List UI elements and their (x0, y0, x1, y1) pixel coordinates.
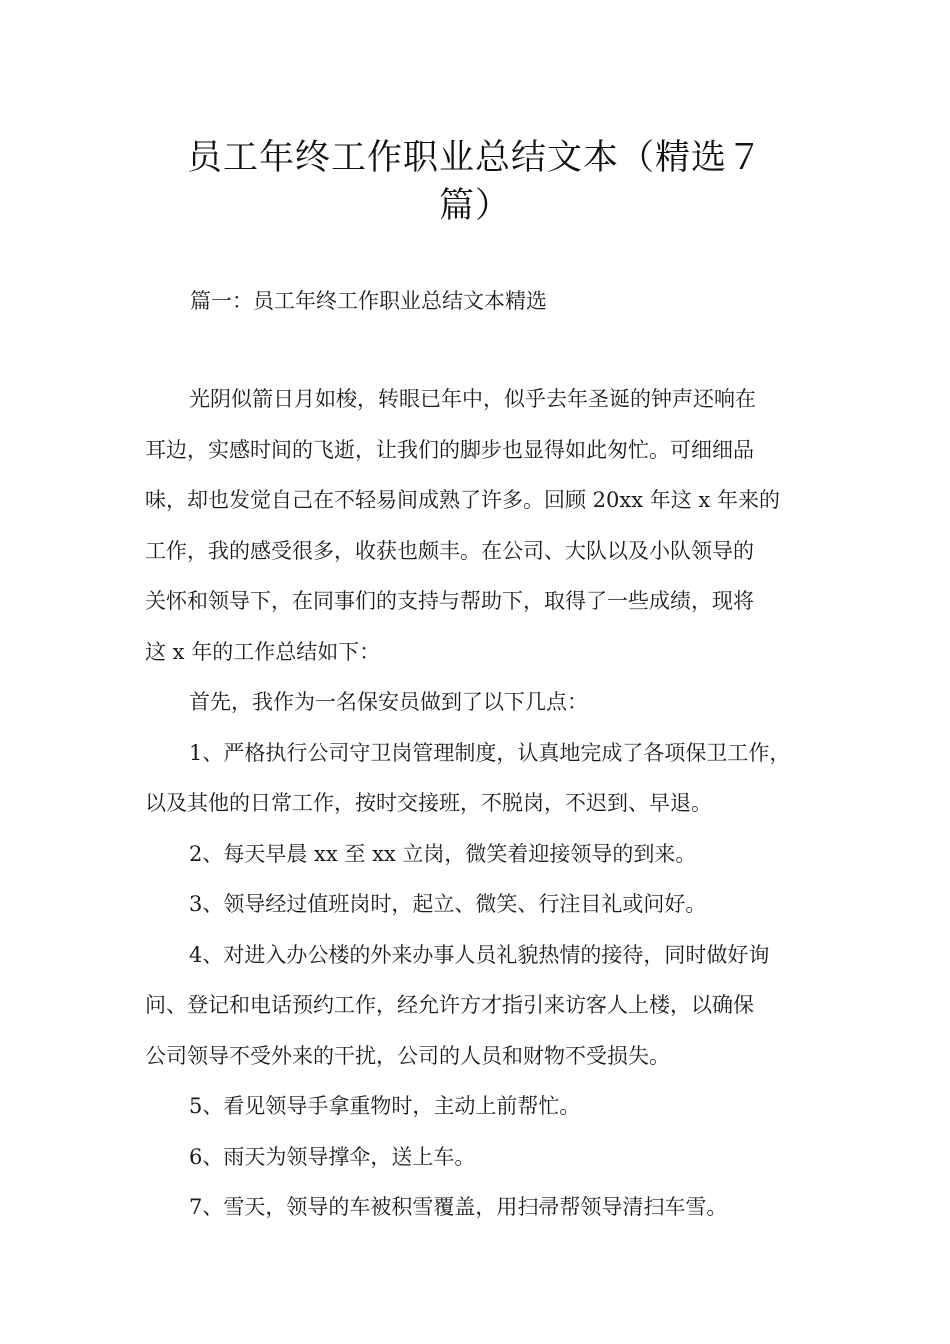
list-item-line: 3、领导经过值班岗时，起立、微笑、行注目礼或问好。 (189, 892, 707, 916)
paragraph-line: 这 x 年的工作总结如下： (145, 639, 381, 664)
list-item-line: 4、对进入办公楼的外来办事人员礼貌热情的接待，同时做好询 (189, 942, 770, 967)
list-item-line: 6、雨天为领导撑伞，送上车。 (189, 1144, 476, 1169)
paragraph-line: 光阴似箭日月如梭，转眼已年中，似乎去年圣诞的钟声还响在 (189, 387, 756, 411)
paragraph-line: 味，却也发觉自己在不轻易间成熟了许多。回顾 20xx 年这 x 年来的 (145, 488, 780, 512)
paragraph-line: 工作，我的感受很多，收获也颇丰。在公司、大队以及小队领导的 (145, 538, 754, 563)
document-title-line-2: 篇） (438, 186, 511, 226)
list-item-line: 公司领导不受外来的干扰，公司的人员和财物不受损失。 (145, 1043, 670, 1068)
document-title-line-1: 员工年终工作职业总结文本（精选７ (186, 138, 763, 178)
list-item-line: 问、登记和电话预约工作，经允许方才指引来访客人上楼，以确保 (145, 993, 754, 1017)
list-item-line: 以及其他的日常工作，按时交接班，不脱岗，不迟到、早退。 (145, 791, 712, 815)
paragraph-line: 首先，我作为一名保安员做到了以下几点： (189, 690, 588, 714)
paragraph-line: 耳边，实感时间的飞逝，让我们的脚步也显得如此匆忙。可细细品 (145, 437, 754, 462)
list-item-line: 2、每天早晨 xx 至 xx 立岗，微笑着迎接领导的到来。 (189, 841, 697, 866)
document-body (145, 374, 825, 1233)
section-heading: 篇一：员工年终工作职业总结文本精选 (190, 289, 547, 313)
list-item-line: 5、看见领导手拿重物时，主动上前帮忙。 (189, 1094, 581, 1118)
list-item-line: 1、严格执行公司守卫岗管理制度，认真地完成了各项保卫工作， (189, 740, 791, 765)
paragraph-line: 关怀和领导下，在同事们的支持与帮助下，取得了一些成绩，现将 (145, 589, 754, 613)
list-item-line: 7、雪天，领导的车被积雪覆盖，用扫帚帮领导清扫车雪。 (189, 1195, 728, 1219)
